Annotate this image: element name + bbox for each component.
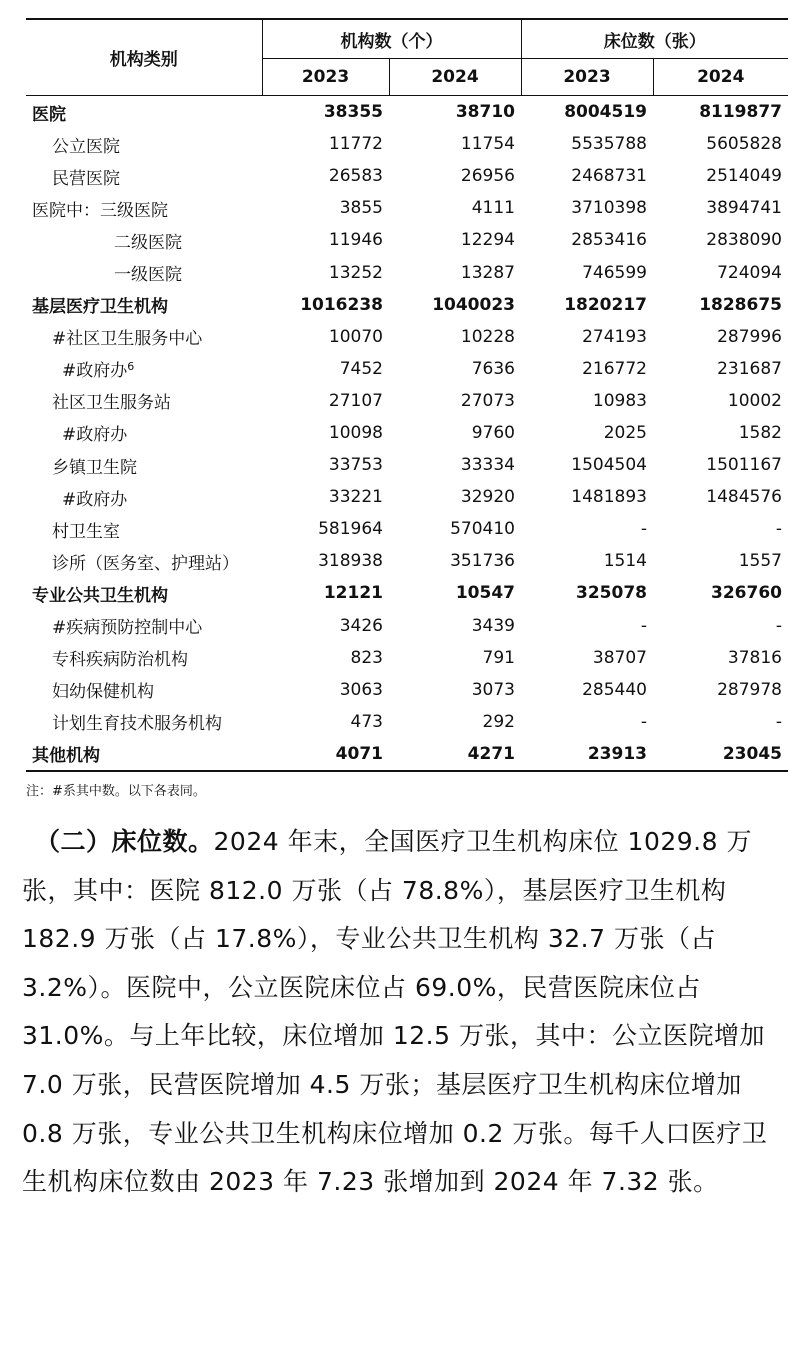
year-header: 2023 <box>521 59 653 96</box>
cell-value: 1582 <box>738 422 782 443</box>
cell-value: - <box>640 519 647 540</box>
table-row <box>26 545 788 577</box>
cell-value: 318938 <box>318 551 383 572</box>
paragraph-text <box>22 818 782 1207</box>
table-row <box>26 610 788 642</box>
cell-value: 11772 <box>328 134 383 155</box>
cell-value: 351736 <box>450 551 515 572</box>
row-label: #政府办$^6$ <box>62 360 135 382</box>
paragraph-heading: （二）床位数。 <box>47 827 214 856</box>
statistics-table-section <box>26 18 788 799</box>
cell-value: 326760 <box>711 583 782 604</box>
cell-value: 12121 <box>323 583 383 604</box>
cell-value: 2514049 <box>706 166 782 187</box>
table-row <box>26 449 788 481</box>
table-header <box>26 19 788 96</box>
cell-value: 3063 <box>339 679 383 700</box>
cell-value: 38710 <box>455 102 515 123</box>
cell-value: 1820217 <box>564 294 647 315</box>
row-label: 村卫生室 <box>52 521 120 542</box>
cell-value: 2838090 <box>706 230 782 251</box>
cell-value: 473 <box>350 711 383 732</box>
cell-value: 10002 <box>727 390 782 411</box>
cell-value: 1016238 <box>300 294 383 315</box>
cell-value: 5605828 <box>706 134 782 155</box>
cell-value: 8004519 <box>564 102 647 123</box>
table-row <box>26 256 788 288</box>
cell-value: 8119877 <box>699 102 782 123</box>
institutions-header: 机构数（个） <box>262 19 521 59</box>
cell-value: 33334 <box>460 455 515 476</box>
cell-value: 10983 <box>592 390 647 411</box>
cell-value: 823 <box>350 647 383 668</box>
cell-value: 37816 <box>727 647 782 668</box>
cell-value: 10098 <box>328 422 383 443</box>
cell-value: 33753 <box>328 455 383 476</box>
cell-value: 32920 <box>460 487 515 508</box>
cell-value: 1040023 <box>432 294 515 315</box>
cell-value: 13287 <box>460 262 515 283</box>
cell-value: 2025 <box>603 422 647 443</box>
cell-value: 38355 <box>323 102 383 123</box>
cell-value: 3426 <box>339 615 383 636</box>
cell-value: 3073 <box>471 679 515 700</box>
beds-header: 床位数（张） <box>521 19 788 59</box>
table-row <box>26 385 788 417</box>
cell-value: 7636 <box>471 358 515 379</box>
cell-value: 285440 <box>582 679 647 700</box>
cell-value: 325078 <box>576 583 647 604</box>
cell-value: 287996 <box>717 326 782 347</box>
row-label: 医院中：三级医院 <box>32 200 168 221</box>
table-row <box>26 192 788 224</box>
row-label: 诊所（医务室、护理站） <box>52 553 239 574</box>
cell-value: 4111 <box>471 198 515 219</box>
cell-value: - <box>640 615 647 636</box>
cell-value: 9760 <box>471 422 515 443</box>
cell-value: 27107 <box>328 390 383 411</box>
table-row <box>26 706 788 738</box>
beds-paragraph <box>22 818 782 1207</box>
year-header: 2023 <box>262 59 389 96</box>
row-label: 一级医院 <box>114 265 182 286</box>
cell-value: 1481893 <box>571 487 647 508</box>
cell-value: 287978 <box>717 679 782 700</box>
cell-value: 1484576 <box>706 487 782 508</box>
cell-value: 10070 <box>328 326 383 347</box>
row-label: 专科疾病防治机构 <box>52 650 188 671</box>
row-label: 基层医疗卫生机构 <box>32 297 168 318</box>
institutions-beds-table <box>26 18 788 772</box>
cell-value: 1501167 <box>706 455 782 476</box>
row-label: 其他机构 <box>26 738 262 771</box>
cell-value: 7452 <box>339 358 383 379</box>
cell-value: 38707 <box>592 647 647 668</box>
cell-value: 570410 <box>450 519 515 540</box>
cell-value: 2853416 <box>571 230 647 251</box>
row-label: #社区卫生服务中心 <box>52 329 203 350</box>
table-row <box>26 577 788 609</box>
cell-value: - <box>775 711 782 732</box>
cell-value: 3439 <box>471 615 515 636</box>
row-label: 妇幼保健机构 <box>52 682 154 703</box>
table-row <box>26 481 788 513</box>
cell-value: 231687 <box>717 358 782 379</box>
cell-value: 5535788 <box>571 134 647 155</box>
cell-value: - <box>775 615 782 636</box>
cell-value: - <box>775 519 782 540</box>
cell-value: 3710398 <box>571 198 647 219</box>
cell-value: 4071 <box>262 738 389 771</box>
cell-value: 791 <box>482 647 515 668</box>
row-label: #疾病预防控制中心 <box>52 618 203 639</box>
cell-value: 12294 <box>460 230 515 251</box>
table-row <box>26 738 788 771</box>
cell-value: 1504504 <box>571 455 647 476</box>
table-row <box>26 642 788 674</box>
cell-value: 2468731 <box>571 166 647 187</box>
cell-value: 13252 <box>328 262 383 283</box>
table-row <box>26 224 788 256</box>
row-label: 乡镇卫生院 <box>52 457 137 478</box>
row-label: #政府办 <box>62 489 128 510</box>
row-label: 公立医院 <box>52 136 120 157</box>
cell-value: 3855 <box>339 198 383 219</box>
cell-value: 724094 <box>717 262 782 283</box>
cell-value: 26583 <box>328 166 383 187</box>
row-label: 社区卫生服务站 <box>52 393 171 414</box>
table-row <box>26 96 788 129</box>
year-header: 2024 <box>389 59 521 96</box>
row-label: 计划生育技术服务机构 <box>52 714 222 735</box>
row-label: 专业公共卫生机构 <box>32 585 168 606</box>
cell-value: 1514 <box>603 551 647 572</box>
cell-value: 11754 <box>460 134 515 155</box>
cell-value: 1828675 <box>699 294 782 315</box>
table-row <box>26 160 788 192</box>
table-row <box>26 513 788 545</box>
cell-value: 26956 <box>460 166 515 187</box>
cell-value: 23045 <box>653 738 788 771</box>
table-row <box>26 417 788 449</box>
cell-value: 4271 <box>389 738 521 771</box>
row-label: #政府办 <box>62 425 128 446</box>
cell-value: 10228 <box>460 326 515 347</box>
paragraph-body: 2024 年末，全国医疗卫生机构床位 1029.8 万张，其中：医院 812.0 万张（占 78.8%），基层医疗卫生机构 182.9 万张（占 17.8%），专业公共卫生机构 32.7 万张（占 3.2%）。医院中，公立医院床位占 69.0%，民营医院床位占 31.0%。与上年比较，床位增加 12.5 万张，其中：公立医院增加 7.0 万张，民营医院增加 4.5 万张；基层医疗卫生机构床位增加 0.8 万张，专业公共卫生机构床位增加 0.2 万张。每千人口医疗卫生机构床位数由 2023 年 7.23 张增加到 2024 年 7.32 张。 <box>22 827 768 1197</box>
table-row <box>26 321 788 353</box>
table-body <box>26 96 788 771</box>
cell-value: 292 <box>482 711 515 732</box>
table-row <box>26 128 788 160</box>
row-label: 民营医院 <box>52 168 120 189</box>
cell-value: 23913 <box>521 738 653 771</box>
cell-value: - <box>640 711 647 732</box>
cell-value: 33221 <box>328 487 383 508</box>
row-label: 医院 <box>32 104 66 125</box>
row-label: 二级医院 <box>114 232 182 253</box>
table-row <box>26 674 788 706</box>
cell-value: 27073 <box>460 390 515 411</box>
footnote-marker: 6 <box>127 360 135 374</box>
cell-value: 274193 <box>582 326 647 347</box>
cell-value: 11946 <box>328 230 383 251</box>
cell-value: 1557 <box>738 551 782 572</box>
cell-value: 581964 <box>318 519 383 540</box>
table-row <box>26 353 788 385</box>
year-header: 2024 <box>653 59 788 96</box>
cell-value: 3894741 <box>706 198 782 219</box>
cell-value: 10547 <box>455 583 515 604</box>
cell-value: 746599 <box>582 262 647 283</box>
table-note: 注：#系其中数。以下各表同。 <box>26 783 206 799</box>
cell-value: 216772 <box>582 358 647 379</box>
category-header: 机构类别 <box>109 50 178 70</box>
table-row <box>26 289 788 321</box>
